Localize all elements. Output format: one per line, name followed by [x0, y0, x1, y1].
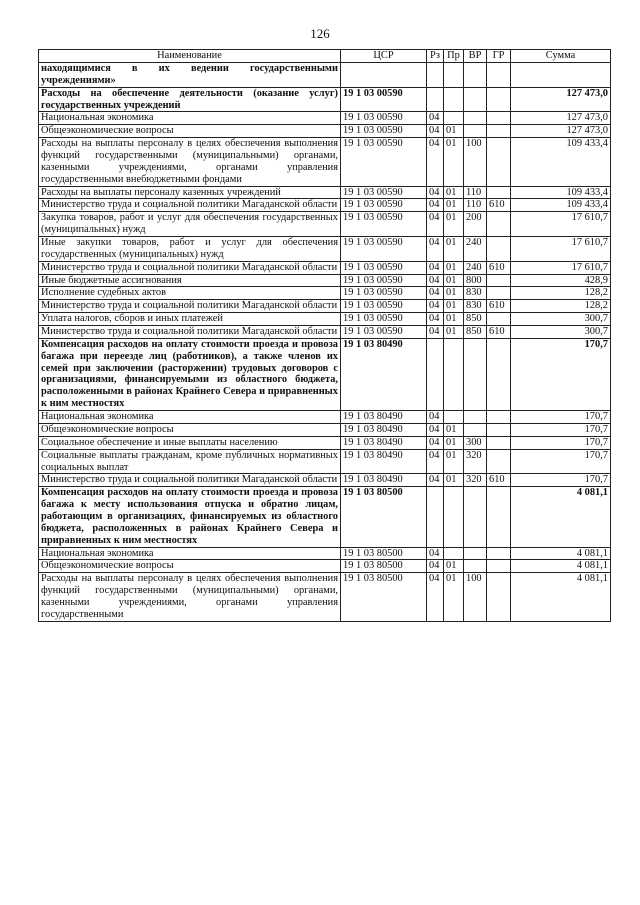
row-gr: 610	[487, 326, 511, 339]
row-rz: 04	[427, 560, 444, 573]
row-pr: 01	[444, 449, 464, 474]
row-sum: 127 473,0	[511, 112, 611, 125]
row-rz: 04	[427, 449, 444, 474]
row-csr: 19 1 03 80490	[341, 474, 427, 487]
row-gr: 610	[487, 199, 511, 212]
row-vr: 850	[464, 313, 487, 326]
row-csr: 19 1 03 00590	[341, 212, 427, 237]
row-rz: 04	[427, 237, 444, 262]
row-gr: 610	[487, 474, 511, 487]
budget-table	[38, 49, 611, 622]
row-pr: 01	[444, 287, 464, 300]
row-vr	[464, 112, 487, 125]
row-name: Иные закупки товаров, работ и услуг для обеспечения государственных (муниципальных) нужд	[39, 237, 341, 262]
row-name: находящимися в их ведении государственными учреждениями»	[39, 63, 341, 88]
row-rz: 04	[427, 313, 444, 326]
row-rz	[427, 487, 444, 547]
row-pr: 01	[444, 423, 464, 436]
row-rz: 04	[427, 212, 444, 237]
table-row	[39, 487, 611, 547]
row-sum: 4 081,1	[511, 547, 611, 560]
table-row	[39, 287, 611, 300]
row-sum: 300,7	[511, 326, 611, 339]
row-csr: 19 1 03 00590	[341, 138, 427, 186]
row-csr: 19 1 03 00590	[341, 261, 427, 274]
row-csr: 19 1 03 80490	[341, 436, 427, 449]
row-rz: 04	[427, 326, 444, 339]
row-vr	[464, 423, 487, 436]
row-name: Уплата налогов, сборов и иных платежей	[39, 313, 341, 326]
row-vr: 240	[464, 237, 487, 262]
row-name: Расходы на выплаты персоналу казенных учреждений	[39, 186, 341, 199]
row-gr	[487, 63, 511, 88]
row-vr: 850	[464, 326, 487, 339]
row-name: Национальная экономика	[39, 411, 341, 424]
row-vr	[464, 547, 487, 560]
row-sum: 170,7	[511, 474, 611, 487]
row-vr	[464, 125, 487, 138]
row-name: Исполнение судебных актов	[39, 287, 341, 300]
row-sum: 170,7	[511, 423, 611, 436]
table-row	[39, 474, 611, 487]
row-pr: 01	[444, 274, 464, 287]
row-csr: 19 1 03 00590	[341, 274, 427, 287]
table-row	[39, 436, 611, 449]
row-sum	[511, 63, 611, 88]
row-name: Расходы на обеспечение деятельности (оказание услуг) государственных учреждений	[39, 87, 341, 112]
row-name: Социальные выплаты гражданам, кроме публичных нормативных социальных выплат	[39, 449, 341, 474]
column-header-gr: ГР	[487, 50, 511, 63]
row-gr	[487, 423, 511, 436]
row-csr: 19 1 03 00590	[341, 313, 427, 326]
row-rz: 04	[427, 436, 444, 449]
row-csr: 19 1 03 80500	[341, 547, 427, 560]
row-sum: 170,7	[511, 338, 611, 410]
table-row	[39, 186, 611, 199]
table-row	[39, 573, 611, 621]
row-gr	[487, 560, 511, 573]
row-gr	[487, 411, 511, 424]
column-header-pr: Пр	[444, 50, 464, 63]
row-vr	[464, 560, 487, 573]
table-row	[39, 138, 611, 186]
row-rz: 04	[427, 199, 444, 212]
table-row	[39, 199, 611, 212]
row-csr: 19 1 03 80490	[341, 423, 427, 436]
row-pr: 01	[444, 313, 464, 326]
row-gr	[487, 573, 511, 621]
row-sum: 428,9	[511, 274, 611, 287]
row-gr	[487, 274, 511, 287]
row-pr: 01	[444, 474, 464, 487]
row-name: Компенсация расходов на оплату стоимости проезда и провоза багажа к месту использования отпуска и обратно лицам, работающим в организациях, финансируемых из областного бюджета, расположенных в районах Крайнего Севера и приравненных к ним местностях	[39, 487, 341, 547]
row-rz: 04	[427, 112, 444, 125]
row-sum: 17 610,7	[511, 237, 611, 262]
row-csr	[341, 63, 427, 88]
row-pr: 01	[444, 326, 464, 339]
row-name: Общеэкономические вопросы	[39, 560, 341, 573]
row-csr: 19 1 03 00590	[341, 186, 427, 199]
row-gr	[487, 313, 511, 326]
row-gr	[487, 186, 511, 199]
table-row	[39, 212, 611, 237]
row-csr: 19 1 03 80490	[341, 411, 427, 424]
row-csr: 19 1 03 00590	[341, 237, 427, 262]
row-csr: 19 1 03 80500	[341, 487, 427, 547]
row-pr	[444, 112, 464, 125]
row-name: Министерство труда и социальной политики Магаданской области	[39, 261, 341, 274]
row-pr: 01	[444, 573, 464, 621]
table-row	[39, 313, 611, 326]
row-rz: 04	[427, 261, 444, 274]
row-gr	[487, 138, 511, 186]
table-row	[39, 560, 611, 573]
row-pr: 01	[444, 125, 464, 138]
row-name: Закупка товаров, работ и услуг для обеспечения государственных (муниципальных) нужд	[39, 212, 341, 237]
row-vr: 800	[464, 274, 487, 287]
column-header-vr: ВР	[464, 50, 487, 63]
row-pr: 01	[444, 300, 464, 313]
row-pr	[444, 87, 464, 112]
row-sum: 127 473,0	[511, 125, 611, 138]
row-vr: 830	[464, 287, 487, 300]
row-gr	[487, 436, 511, 449]
row-rz: 04	[427, 138, 444, 186]
row-name: Компенсация расходов на оплату стоимости проезда и провоза багажа при переезде лиц (работников), а также членов их семей при заключении (расторжении) трудовых договоров с организациями, финансируемыми из областного бюджета, расположенными в районах Крайнего Севера и приравненных к ним местностях	[39, 338, 341, 410]
table-row	[39, 261, 611, 274]
row-csr: 19 1 03 00590	[341, 125, 427, 138]
row-rz: 04	[427, 423, 444, 436]
row-pr: 01	[444, 560, 464, 573]
row-rz	[427, 63, 444, 88]
row-vr	[464, 411, 487, 424]
page-number: 126	[310, 26, 330, 41]
row-vr: 830	[464, 300, 487, 313]
table-row	[39, 326, 611, 339]
row-rz: 04	[427, 186, 444, 199]
row-csr: 19 1 03 00590	[341, 112, 427, 125]
row-sum: 4 081,1	[511, 487, 611, 547]
row-vr: 300	[464, 436, 487, 449]
row-vr	[464, 87, 487, 112]
table-row	[39, 274, 611, 287]
row-name: Национальная экономика	[39, 112, 341, 125]
row-vr: 110	[464, 186, 487, 199]
row-sum: 109 433,4	[511, 138, 611, 186]
row-vr: 100	[464, 138, 487, 186]
row-sum: 4 081,1	[511, 560, 611, 573]
table-row	[39, 449, 611, 474]
row-rz: 04	[427, 125, 444, 138]
table-row	[39, 300, 611, 313]
row-sum: 17 610,7	[511, 261, 611, 274]
row-csr: 19 1 03 00590	[341, 199, 427, 212]
row-sum: 128,2	[511, 287, 611, 300]
row-sum: 127 473,0	[511, 87, 611, 112]
row-csr: 19 1 03 00590	[341, 326, 427, 339]
row-gr	[487, 547, 511, 560]
row-vr: 110	[464, 199, 487, 212]
row-rz	[427, 338, 444, 410]
row-rz: 04	[427, 573, 444, 621]
row-csr: 19 1 03 00590	[341, 87, 427, 112]
row-csr: 19 1 03 00590	[341, 287, 427, 300]
row-name: Социальное обеспечение и иные выплаты населению	[39, 436, 341, 449]
row-name: Расходы на выплаты персоналу в целях обеспечения выполнения функций государственными (муниципальными) органами, казенными учреждениями, органами управления государственными внебюджетными фондами	[39, 138, 341, 186]
row-name: Министерство труда и социальной политики Магаданской области	[39, 300, 341, 313]
row-sum: 170,7	[511, 411, 611, 424]
row-vr	[464, 338, 487, 410]
row-sum: 170,7	[511, 436, 611, 449]
row-gr	[487, 87, 511, 112]
row-name: Расходы на выплаты персоналу в целях обеспечения выполнения функций государственными (муниципальными) органами, казенными учреждениями, органами управления государственными	[39, 573, 341, 621]
row-pr	[444, 487, 464, 547]
row-name: Общеэкономические вопросы	[39, 423, 341, 436]
row-pr: 01	[444, 212, 464, 237]
row-gr	[487, 338, 511, 410]
table-row	[39, 112, 611, 125]
row-rz	[427, 87, 444, 112]
table-row	[39, 87, 611, 112]
column-header-name: Наименование	[39, 50, 341, 63]
row-csr: 19 1 03 80500	[341, 573, 427, 621]
row-sum: 109 433,4	[511, 186, 611, 199]
row-name: Министерство труда и социальной политики Магаданской области	[39, 199, 341, 212]
column-header-rz: Рз	[427, 50, 444, 63]
row-rz: 04	[427, 274, 444, 287]
table-row	[39, 338, 611, 410]
row-vr: 320	[464, 449, 487, 474]
row-gr	[487, 287, 511, 300]
row-csr: 19 1 03 80490	[341, 338, 427, 410]
row-rz: 04	[427, 547, 444, 560]
row-gr: 610	[487, 300, 511, 313]
row-csr: 19 1 03 80490	[341, 449, 427, 474]
row-sum: 300,7	[511, 313, 611, 326]
row-pr	[444, 411, 464, 424]
table-row	[39, 125, 611, 138]
row-pr: 01	[444, 186, 464, 199]
row-rz: 04	[427, 287, 444, 300]
row-sum: 128,2	[511, 300, 611, 313]
row-vr: 320	[464, 474, 487, 487]
table-row	[39, 547, 611, 560]
table-row	[39, 63, 611, 88]
row-pr	[444, 63, 464, 88]
row-sum: 170,7	[511, 449, 611, 474]
row-gr	[487, 487, 511, 547]
row-pr	[444, 547, 464, 560]
row-sum: 109 433,4	[511, 199, 611, 212]
row-csr: 19 1 03 80500	[341, 560, 427, 573]
row-name: Иные бюджетные ассигнования	[39, 274, 341, 287]
row-rz: 04	[427, 300, 444, 313]
column-header-sum: Сумма	[511, 50, 611, 63]
row-pr: 01	[444, 138, 464, 186]
row-vr	[464, 63, 487, 88]
row-pr: 01	[444, 237, 464, 262]
row-rz: 04	[427, 474, 444, 487]
row-pr	[444, 338, 464, 410]
table-header-row	[39, 50, 611, 63]
row-pr: 01	[444, 199, 464, 212]
column-header-csr: ЦСР	[341, 50, 427, 63]
row-gr	[487, 449, 511, 474]
table-row	[39, 411, 611, 424]
table-row	[39, 237, 611, 262]
row-name: Министерство труда и социальной политики Магаданской области	[39, 326, 341, 339]
row-rz: 04	[427, 411, 444, 424]
row-gr: 610	[487, 261, 511, 274]
row-sum: 4 081,1	[511, 573, 611, 621]
row-vr: 240	[464, 261, 487, 274]
table-row	[39, 423, 611, 436]
row-pr: 01	[444, 436, 464, 449]
row-name: Общеэкономические вопросы	[39, 125, 341, 138]
row-vr	[464, 487, 487, 547]
row-gr	[487, 112, 511, 125]
row-vr: 200	[464, 212, 487, 237]
row-pr: 01	[444, 261, 464, 274]
row-gr	[487, 237, 511, 262]
row-name: Министерство труда и социальной политики Магаданской области	[39, 474, 341, 487]
row-gr	[487, 212, 511, 237]
row-name: Национальная экономика	[39, 547, 341, 560]
row-sum: 17 610,7	[511, 212, 611, 237]
row-csr: 19 1 03 00590	[341, 300, 427, 313]
row-vr: 100	[464, 573, 487, 621]
row-gr	[487, 125, 511, 138]
